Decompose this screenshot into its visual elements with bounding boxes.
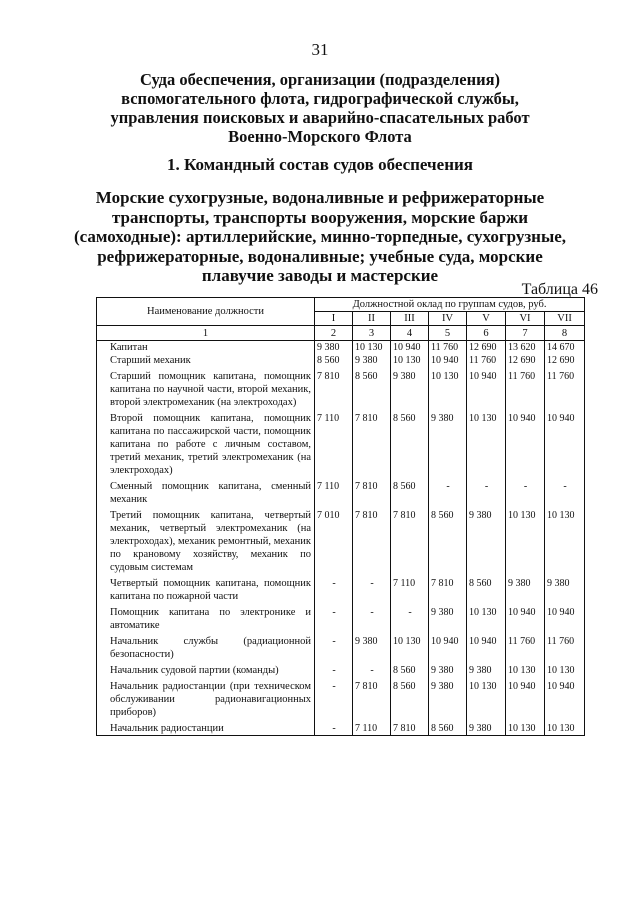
salary-cell: - [545,477,585,506]
salary-cell: 9 380 [429,677,467,719]
salary-cell: - [391,603,429,632]
salary-cell: 9 380 [429,661,467,677]
salary-cell: 10 130 [545,506,585,574]
salary-cell: - [353,574,391,603]
position-name [97,477,315,506]
salary-cell: 11 760 [545,632,585,661]
salary-cell: 8 560 [315,354,353,367]
salary-cell: 10 940 [391,341,429,355]
salary-cell: 10 940 [545,677,585,719]
salary-cell: 11 760 [467,354,506,367]
position-name-text: Начальник службы (радиационной безопасности) [110,636,311,660]
salary-cell: 10 940 [506,603,545,632]
salary-cell: 10 130 [353,341,391,355]
column-number: 3 [353,326,391,341]
salary-cell: 9 380 [429,603,467,632]
group-header: V [467,312,506,326]
salary-cell: - [315,574,353,603]
table-row [97,661,585,677]
salary-cell: 10 130 [467,603,506,632]
salary-cell: 14 670 [545,341,585,355]
salary-cell: - [315,677,353,719]
position-name-text: Помощник капитана по электронике и автоматике [110,607,311,631]
page-number: 31 [311,40,329,59]
position-name [97,719,315,736]
salary-cell: 9 380 [353,632,391,661]
position-name [97,574,315,603]
table-row [97,354,585,367]
table-row [97,341,585,355]
document-title-line: Суда обеспечения, организации (подразделения) [139,70,501,89]
position-column-header: Наименование должности [97,298,315,326]
salary-cell: 8 560 [391,477,429,506]
column-number: 8 [545,326,585,341]
group-header: IV [429,312,467,326]
salary-cell: 10 130 [391,354,429,367]
position-name [97,632,315,661]
table-row [97,409,585,477]
salary-cell: 7 110 [315,477,353,506]
salary-cell: 11 760 [506,367,545,409]
subsection-title-line: рефрижераторные, водоналивные; учебные суда, морские [97,246,543,266]
salary-cell: 7 810 [353,477,391,506]
salary-cell: 9 380 [467,506,506,574]
position-name-text: Старший помощник капитана, помощник капитана по научной части, второй механик, второй электромеханик (на электроходах) [110,371,311,408]
salary-cell: 7 110 [315,409,353,477]
position-name-text: Второй помощник капитана, помощник капитана по пассажирской части, помощник капитана по работе с личным составом, третий механик, третий электромеханик (на электроходах) [110,413,311,476]
salary-cell: 8 560 [353,367,391,409]
salary-cell: 10 940 [429,632,467,661]
group-header: VI [506,312,545,326]
salary-group-header: Должностной оклад по группам судов, руб. [315,298,585,312]
salary-cell: - [315,632,353,661]
salary-cell: 13 620 [506,341,545,355]
position-name-text: Старший механик [110,355,191,366]
salary-cell: 10 130 [506,719,545,736]
salary-cell: 12 690 [467,341,506,355]
salary-cell: 10 130 [429,367,467,409]
salary-cell: - [467,477,506,506]
salary-cell: 9 380 [391,367,429,409]
subsection-title-line: Морские сухогрузные, водоналивные и рефрижераторные [95,188,545,207]
salary-cell: 9 380 [467,719,506,736]
salary-cell: 12 690 [506,354,545,367]
column-number: 5 [429,326,467,341]
table-row [97,719,585,736]
document-title-line: вспомогательного флота, гидрографической службы, [121,89,519,108]
salary-cell: 10 130 [506,661,545,677]
document-title [40,70,600,146]
salary-cell: - [353,603,391,632]
group-header: II [353,312,391,326]
salary-cell: 10 940 [467,632,506,661]
section-title: 1. Командный состав судов обеспечения [167,155,473,174]
position-name-text: Капитан [110,342,148,353]
salary-cell: 9 380 [429,409,467,477]
column-number: 2 [315,326,353,341]
position-name [97,661,315,677]
group-header: VII [545,312,585,326]
position-name-text: Третий помощник капитана, четвертый механик, четвертый электромеханик (на электроходах), механик ремонтный, механик по крановому хозяйству, механик по судовым системам [110,510,311,573]
salary-cell: 9 380 [315,341,353,355]
position-name-text: Начальник радиостанции (при техническом обслуживании радионавигационных приборов) [110,681,311,718]
salary-cell: 9 380 [353,354,391,367]
salary-cell: - [315,603,353,632]
salary-cell: 10 130 [506,506,545,574]
salary-cell: 10 130 [391,632,429,661]
salary-cell: 11 760 [545,367,585,409]
salary-cell: 9 380 [467,661,506,677]
position-name-text: Четвертый помощник капитана, помощник капитана по пожарной части [110,578,311,602]
salary-cell: 10 940 [506,677,545,719]
group-header: I [315,312,353,326]
table-row [97,603,585,632]
salary-cell: 10 940 [506,409,545,477]
salary-cell: 10 940 [429,354,467,367]
salary-cell: 10 130 [467,677,506,719]
salary-cell: 10 130 [545,719,585,736]
salary-cell: 7 810 [353,506,391,574]
salary-cell: - [315,719,353,736]
column-number: 7 [506,326,545,341]
column-number: 6 [467,326,506,341]
position-name [97,341,315,355]
table-row [97,677,585,719]
position-name-text: Начальник судовой партии (команды) [110,665,279,676]
document-title-line: Военно-Морского Флота [228,127,412,146]
salary-cell: 10 940 [545,409,585,477]
column-number: 4 [391,326,429,341]
position-name [97,677,315,719]
subsection-title-line: транспорты, транспорты вооружения, морские баржи [111,207,529,227]
salary-cell: 7 110 [391,574,429,603]
salary-table [96,297,585,736]
salary-cell: - [315,661,353,677]
salary-cell: 10 940 [467,367,506,409]
group-header: III [391,312,429,326]
salary-cell: - [353,661,391,677]
column-number: 1 [97,326,315,341]
position-name [97,367,315,409]
subsection-title-line: плавучие заводы и мастерские [201,266,439,285]
salary-cell: 8 560 [391,661,429,677]
salary-cell: 8 560 [429,719,467,736]
salary-cell: 10 130 [545,661,585,677]
document-title-line: управления поисковых и аварийно-спасательных работ [110,108,530,127]
subsection-title-line: (самоходные): артиллерийские, минно-торпедные, сухогрузные, [73,227,567,246]
subsection-title [40,188,600,286]
salary-cell: - [506,477,545,506]
salary-cell: 8 560 [391,409,429,477]
salary-cell: 7 810 [429,574,467,603]
table-caption: Таблица 46 [521,281,598,298]
salary-cell: 7 010 [315,506,353,574]
position-name [97,603,315,632]
position-name-text: Начальник радиостанции [110,723,224,734]
table-row [97,632,585,661]
table-row [97,477,585,506]
salary-cell: 9 380 [545,574,585,603]
salary-cell: 8 560 [429,506,467,574]
salary-cell: 9 380 [506,574,545,603]
salary-cell: 11 760 [429,341,467,355]
position-name [97,506,315,574]
table-row [97,574,585,603]
salary-cell: 8 560 [467,574,506,603]
salary-cell: 10 940 [545,603,585,632]
salary-cell: 12 690 [545,354,585,367]
salary-cell: 10 130 [467,409,506,477]
salary-cell: 7 810 [391,719,429,736]
salary-cell: - [429,477,467,506]
table-row [97,367,585,409]
salary-cell: 7 810 [391,506,429,574]
salary-cell: 7 110 [353,719,391,736]
salary-cell: 11 760 [506,632,545,661]
position-name [97,354,315,367]
position-name-text: Сменный помощник капитана, сменный механик [110,481,311,505]
position-name [97,409,315,477]
table-row [97,506,585,574]
salary-cell: 7 810 [353,409,391,477]
salary-cell: 7 810 [353,677,391,719]
salary-cell: 7 810 [315,367,353,409]
salary-cell: 8 560 [391,677,429,719]
